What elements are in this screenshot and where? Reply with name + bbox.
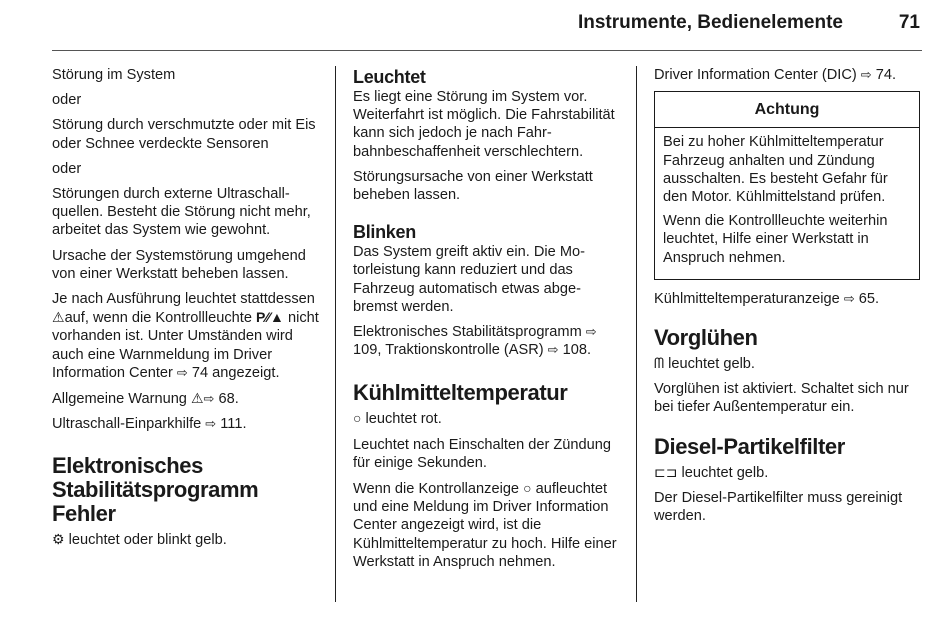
column-1: [52, 66, 322, 557]
page-ref-arrow-icon: ⇨: [205, 416, 217, 432]
section-heading: Elektronisches Stabilitätsprogramm Fehler: [52, 453, 259, 527]
paragraph: Je nach Ausführung leuchtet stattdessen ⚠auf, wenn die Kontrollleuchte P⁄⁄▲ nicht vorhanden ist. Unter Umständen wird auch eine Warnmeldung im Driver Information Center ⇨ 74 angezeigt.: [52, 291, 319, 381]
paragraph: Störungen durch externe Ultraschallquellen. Besteht die Störung nicht mehr, arbeitet das System wie gewohnt.: [52, 186, 311, 239]
paragraph: Vorglühen ist aktiviert. Schaltet sich nur bei tiefer Außentemperatur ein.: [654, 381, 909, 416]
subsection-heading: Leuchtet: [353, 67, 426, 87]
paragraph: Wenn die Kontrollanzeige ○ aufleuchtet und eine Meldung im Driver Information Center angezeigt wird, ist die Kühlmitteltemperatur zu hoch. Hilfe einer Werkstatt in Anspruch nehmen.: [353, 480, 617, 570]
coolant-temperature-icon: ○: [353, 410, 362, 427]
page-ref-arrow-icon: ⇨: [585, 324, 597, 340]
page-ref-arrow-icon: ⇨: [547, 342, 559, 358]
paragraph: oder: [52, 160, 82, 177]
paragraph: Bei zu hoher Kühlmitteltemperatur Fahrzeug anhalten und Zündung ausschalten. Es besteht Gefahr für den Motor. Kühlmittelstand prüfen.: [663, 134, 888, 206]
page-ref-arrow-icon: ⇨: [843, 290, 855, 306]
paragraph: Störungsursache von einer Werkstatt beheben lassen.: [353, 168, 593, 204]
subsection-heading: Blinken: [353, 222, 416, 243]
coolant-temperature-icon: ○: [523, 480, 532, 497]
page-number: 71: [898, 12, 920, 33]
column-3: [654, 66, 920, 532]
column-divider: [636, 66, 637, 602]
page-ref-arrow-icon: ⇨: [176, 364, 188, 380]
section-heading: Vorglühen: [654, 325, 758, 351]
paragraph: Störung im System: [52, 67, 176, 83]
header-divider: [52, 50, 922, 51]
page-ref-arrow-icon: ⇨: [860, 67, 872, 82]
column-2: [353, 66, 619, 578]
warning-box: [654, 91, 920, 280]
warning-triangle-icon: ⚠: [190, 390, 204, 407]
column-divider: [335, 66, 336, 602]
paragraph: Störung durch verschmutzte oder mit Eis oder Schnee verdeckte Sensoren: [52, 117, 316, 152]
paragraph: Ultraschall-Einparkhilfe ⇨ 111.: [52, 416, 247, 433]
glow-plug-icon: ᗰ: [654, 355, 665, 372]
paragraph: Der Diesel-Partikelfilter muss gereinigt werden.: [654, 489, 903, 525]
paragraph: ○ leuchtet rot.: [353, 410, 442, 428]
paragraph: Wenn die Kontrollleuchte weiterhin leuchtet, Hilfe einer Werkstatt in Anspruch nehmen.: [663, 213, 888, 266]
chapter-title: Instrumente, Bedienelemente: [577, 12, 843, 33]
page-ref-arrow-icon: ⇨: [203, 391, 215, 407]
warning-body: [655, 128, 919, 278]
paragraph: Ursache der Systemstörung umgehend von einer Werkstatt beheben lassen.: [52, 247, 306, 282]
esp-icon: ⚙: [52, 531, 65, 548]
paragraph: Allgemeine Warnung ⚠⇨ 68.: [52, 390, 239, 408]
section-heading: Kühlmitteltemperatur: [353, 380, 568, 406]
paragraph: ⊏⊐ leuchtet gelb.: [654, 463, 769, 481]
warning-title: Achtung: [655, 92, 919, 128]
paragraph: Elektronisches Stabilitätsprogramm ⇨ 109, Traktionskontrolle (ASR) ⇨ 108.: [353, 324, 597, 359]
diesel-particle-filter-icon: ⊏⊐: [654, 463, 678, 480]
paragraph: Driver Information Center (DIC) ⇨ 74.: [654, 67, 897, 83]
paragraph: Kühlmitteltemperaturanzeige ⇨ 65.: [654, 290, 880, 307]
paragraph: oder: [52, 92, 82, 109]
warning-triangle-icon: ⚠: [52, 309, 65, 326]
page-header: [0, 0, 950, 50]
paragraph: Es liegt eine Störung im System vor. Weiterfahrt ist möglich. Die Fahrstabilität kann sich jedoch je nach Fahrbahnbeschaffenheit verschlechtern.: [353, 89, 615, 160]
paragraph: Das System greift aktiv ein. Die Motorleistung kann reduziert und das Fahrzeug automatisch etwas abgebremst werden.: [353, 244, 585, 315]
parking-assist-icon: P⁄⁄▲: [256, 309, 284, 326]
paragraph: ᗰ leuchtet gelb.: [654, 355, 755, 373]
section-heading: Diesel-Partikelfilter: [654, 433, 845, 459]
paragraph: Leuchtet nach Einschalten der Zündung für einige Sekunden.: [353, 436, 612, 471]
paragraph: ⚙ leuchtet oder blinkt gelb.: [52, 531, 227, 549]
